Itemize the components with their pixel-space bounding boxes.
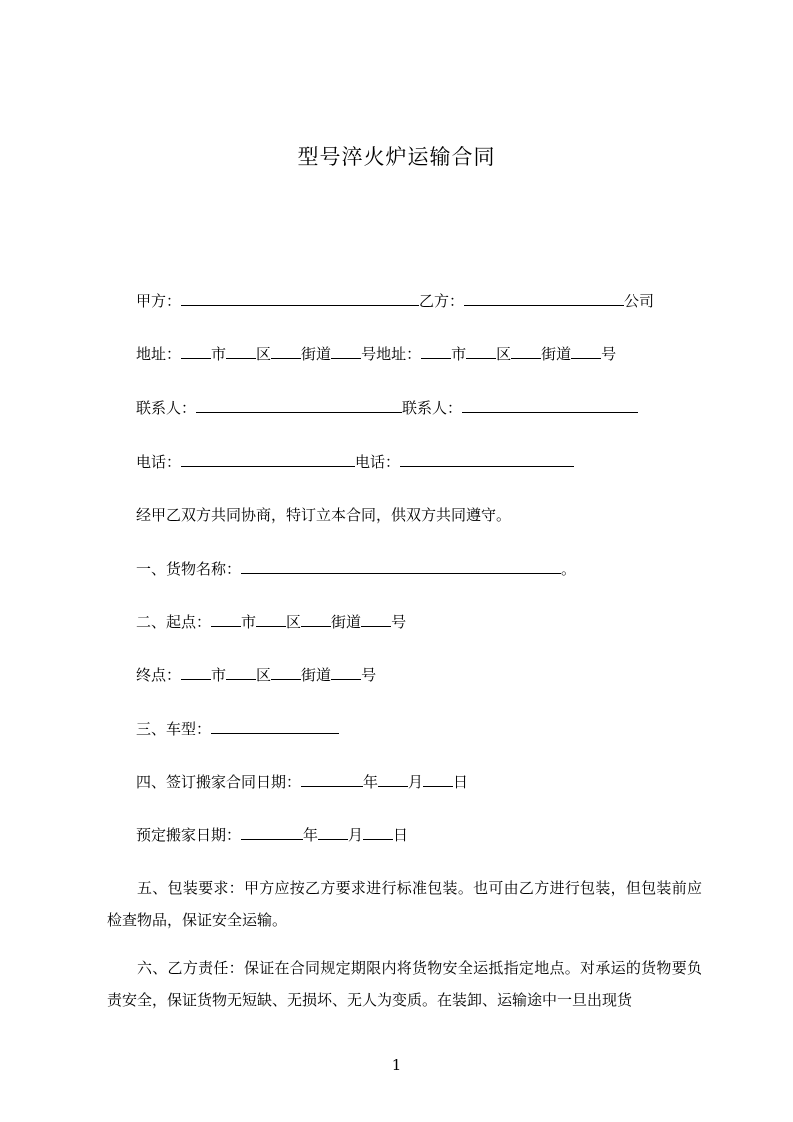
start-number-text: 号 <box>391 613 407 631</box>
start-district-blank[interactable] <box>256 612 286 627</box>
intro-text: 经甲乙双方共同协商，特订立本合同，供双方共同遵守。 <box>136 506 512 524</box>
end-number-blank[interactable] <box>331 665 361 680</box>
phone-label-a: 电话： <box>136 453 182 471</box>
sign-date-label: 四、签订搬家合同日期： <box>136 773 302 791</box>
move-day-text: 日 <box>393 826 409 844</box>
vehicle-blank[interactable] <box>211 719 339 734</box>
move-year-blank[interactable] <box>241 825 303 840</box>
end-number-text: 号 <box>361 666 377 684</box>
street-blank-a[interactable] <box>271 344 301 359</box>
city-blank-b[interactable] <box>421 344 451 359</box>
district-blank-b[interactable] <box>466 344 496 359</box>
start-street-blank[interactable] <box>301 612 331 627</box>
party-b-suffix: 公司 <box>624 292 655 310</box>
number-blank-a[interactable] <box>331 344 361 359</box>
contact-blank-b[interactable] <box>462 398 638 413</box>
start-label: 二、起点： <box>136 613 212 631</box>
end-district-text: 区 <box>256 666 272 684</box>
move-date-label: 预定搬家日期： <box>136 826 242 844</box>
street-text-a: 街道 <box>301 345 332 363</box>
start-point-line <box>136 612 406 632</box>
sign-month-text: 月 <box>408 773 424 791</box>
phone-line <box>136 452 574 472</box>
goods-name-end: 。 <box>561 560 577 578</box>
city-blank-a[interactable] <box>181 344 211 359</box>
sign-day-blank[interactable] <box>423 772 453 787</box>
start-city-blank[interactable] <box>211 612 241 627</box>
end-city-blank[interactable] <box>181 665 211 680</box>
party-line <box>136 291 654 311</box>
end-street-blank[interactable] <box>271 665 301 680</box>
party-a-blank[interactable] <box>181 291 419 306</box>
address-line <box>136 344 616 364</box>
sign-year-text: 年 <box>363 773 379 791</box>
vehicle-label: 三、车型： <box>136 720 212 738</box>
sign-date-line <box>136 772 468 792</box>
number-text-b: 号 <box>601 345 617 363</box>
district-blank-a[interactable] <box>226 344 256 359</box>
sign-day-text: 日 <box>453 773 469 791</box>
start-district-text: 区 <box>286 613 302 631</box>
contact-label-b: 联系人： <box>402 399 463 417</box>
move-year-text: 年 <box>303 826 319 844</box>
move-day-blank[interactable] <box>363 825 393 840</box>
goods-name-blank[interactable] <box>241 559 561 574</box>
goods-name-line <box>136 559 576 579</box>
address-label-b: 号地址： <box>361 345 422 363</box>
end-city-text: 市 <box>211 666 227 684</box>
phone-blank-b[interactable] <box>400 452 574 467</box>
phone-blank-a[interactable] <box>181 452 355 467</box>
start-number-blank[interactable] <box>361 612 391 627</box>
sign-month-blank[interactable] <box>378 772 408 787</box>
responsibility-clause: 六、乙方责任：保证在合同规定期限内将货物安全运抵指定地点。对承运的货物要负责安全，保证货物无短缺、无损坏、无人为变质。在装卸、运输途中一旦出现货 <box>107 959 702 1009</box>
street-blank-b[interactable] <box>511 344 541 359</box>
number-blank-b[interactable] <box>571 344 601 359</box>
party-b-blank[interactable] <box>464 291 624 306</box>
sign-year-blank[interactable] <box>301 772 363 787</box>
packing-clause: 五、包装要求：甲方应按乙方要求进行标准包装。也可由乙方进行包装，但包装前应检查物品，保证安全运输。 <box>107 879 702 929</box>
goods-name-label: 一、货物名称： <box>136 560 242 578</box>
district-text-b: 区 <box>496 345 512 363</box>
contact-line <box>136 398 638 418</box>
end-label: 终点： <box>136 666 182 684</box>
move-date-line <box>136 825 408 845</box>
document-title: 型号淬火炉运输合同 <box>297 145 496 169</box>
move-month-text: 月 <box>348 826 364 844</box>
end-district-blank[interactable] <box>226 665 256 680</box>
address-label-a: 地址： <box>136 345 182 363</box>
page-number: 1 <box>391 1056 402 1074</box>
party-b-label: 乙方： <box>419 292 465 310</box>
party-a-label: 甲方： <box>136 292 182 310</box>
city-text-b: 市 <box>451 345 467 363</box>
district-text-a: 区 <box>256 345 272 363</box>
contact-label-a: 联系人： <box>136 399 197 417</box>
move-month-blank[interactable] <box>318 825 348 840</box>
start-street-text: 街道 <box>331 613 362 631</box>
end-street-text: 街道 <box>301 666 332 684</box>
start-city-text: 市 <box>241 613 257 631</box>
city-text-a: 市 <box>211 345 227 363</box>
vehicle-line <box>136 719 339 739</box>
phone-label-b: 电话： <box>355 453 401 471</box>
end-point-line <box>136 665 376 685</box>
contact-blank-a[interactable] <box>196 398 402 413</box>
street-text-b: 街道 <box>541 345 572 363</box>
